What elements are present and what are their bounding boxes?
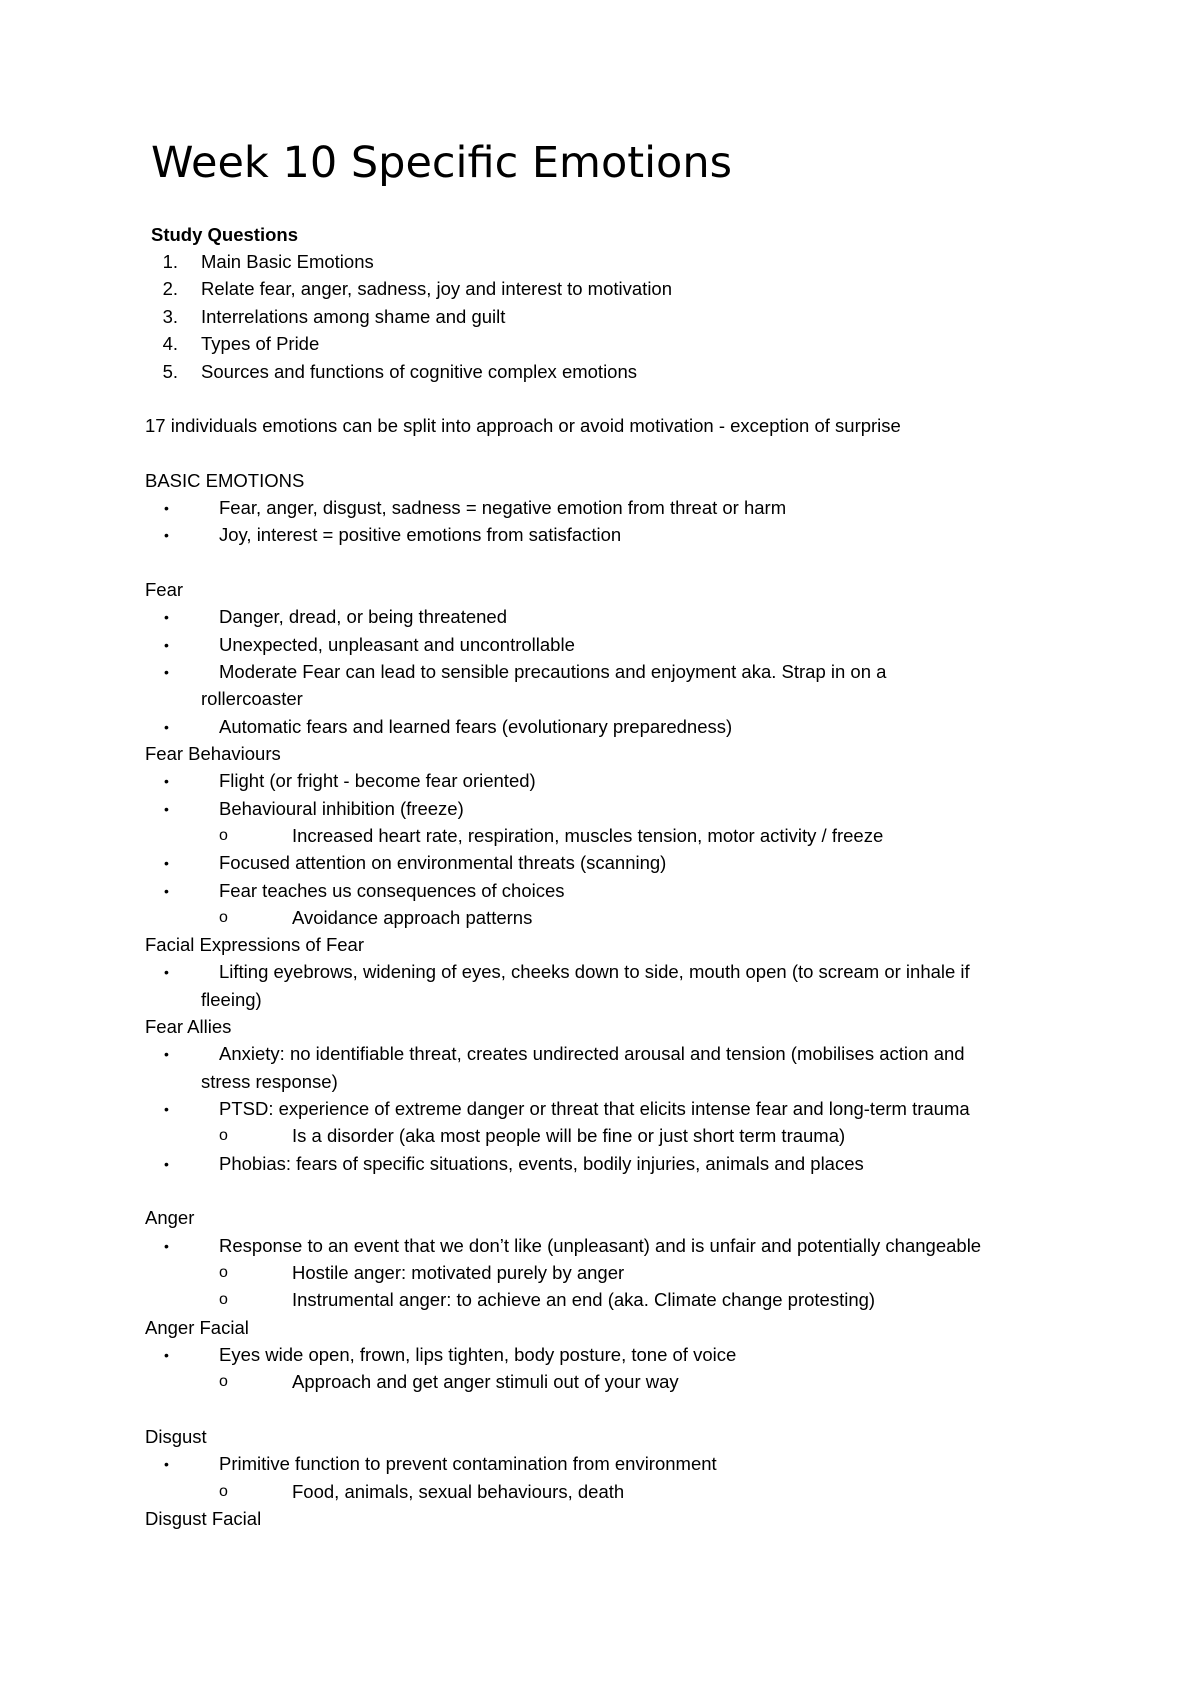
list-item: Fear, anger, disgust, sadness = negative emotion from threat or harm <box>219 497 787 518</box>
list-item: Moderate Fear can lead to sensible precautions and enjoyment aka. Strap in on a <box>219 661 887 682</box>
section-heading: Disgust Facial <box>145 1508 262 1529</box>
list-item: Phobias: fears of specific situations, events, bodily injuries, animals and places <box>219 1153 864 1174</box>
sub-bullet-icon: o <box>219 909 228 926</box>
bullet-icon: • <box>164 1046 169 1062</box>
list-item: Response to an event that we don’t like (unpleasant) and is unfair and potentially changeable <box>219 1235 982 1256</box>
bullet-icon: • <box>164 1101 169 1117</box>
bullet-icon: • <box>164 1238 169 1254</box>
sub-list-item: Food, animals, sexual behaviours, death <box>292 1481 625 1502</box>
sub-list-item: Is a disorder (aka most people will be fine or just short term trauma) <box>292 1125 846 1146</box>
list-number: 5. <box>162 361 178 382</box>
section-heading: Fear <box>145 579 184 600</box>
bullet-icon: • <box>164 1347 169 1363</box>
sub-list-item: Avoidance approach patterns <box>292 907 533 928</box>
bullet-icon: • <box>164 773 169 789</box>
list-item: Behavioural inhibition (freeze) <box>219 798 464 819</box>
list-number: 4. <box>162 333 178 354</box>
sub-list-item: Approach and get anger stimuli out of your way <box>292 1371 679 1392</box>
section-heading: Disgust <box>145 1426 207 1447</box>
sub-list-item: Increased heart rate, respiration, muscles tension, motor activity / freeze <box>292 825 884 846</box>
list-item: Danger, dread, or being threatened <box>219 606 507 627</box>
bullet-icon: • <box>164 855 169 871</box>
list-item: Interrelations among shame and guilt <box>201 306 506 327</box>
list-item: Fear teaches us consequences of choices <box>219 880 565 901</box>
bullet-icon: • <box>164 883 169 899</box>
sub-bullet-icon: o <box>219 827 228 844</box>
list-item: Anxiety: no identifiable threat, creates undirected arousal and tension (mobilises action and <box>219 1043 965 1064</box>
list-item: Types of Pride <box>201 333 320 354</box>
page-title: Week 10 Specific Emotions <box>151 138 733 188</box>
list-item-continuation: fleeing) <box>201 989 262 1010</box>
bullet-icon: • <box>164 719 169 735</box>
list-item: Sources and functions of cognitive complex emotions <box>201 361 638 382</box>
list-item: Unexpected, unpleasant and uncontrollable <box>219 634 575 655</box>
list-item-continuation: rollercoaster <box>201 688 303 709</box>
bullet-icon: • <box>164 664 169 680</box>
sub-bullet-icon: o <box>219 1373 228 1390</box>
list-item: Relate fear, anger, sadness, joy and interest to motivation <box>201 278 673 299</box>
list-item: Focused attention on environmental threats (scanning) <box>219 852 667 873</box>
list-item: Joy, interest = positive emotions from satisfaction <box>219 524 622 545</box>
bullet-icon: • <box>164 527 169 543</box>
list-item: Automatic fears and learned fears (evolutionary preparedness) <box>219 716 733 737</box>
sub-bullet-icon: o <box>219 1264 228 1281</box>
bullet-icon: • <box>164 609 169 625</box>
section-heading: Anger Facial <box>145 1317 249 1338</box>
bullet-icon: • <box>164 500 169 516</box>
sub-bullet-icon: o <box>219 1291 228 1308</box>
sub-list-item: Instrumental anger: to achieve an end (aka. Climate change protesting) <box>292 1289 876 1310</box>
bullet-icon: • <box>164 1456 169 1472</box>
list-number: 3. <box>162 306 178 327</box>
bullet-icon: • <box>164 1156 169 1172</box>
study-questions-heading: Study Questions <box>151 224 298 245</box>
list-item-continuation: stress response) <box>201 1071 338 1092</box>
list-number: 1. <box>162 251 178 272</box>
bullet-icon: • <box>164 637 169 653</box>
section-heading: Anger <box>145 1207 195 1228</box>
list-item: Lifting eyebrows, widening of eyes, cheeks down to side, mouth open (to scream or inhale if <box>219 961 970 982</box>
sub-list-item: Hostile anger: motivated purely by anger <box>292 1262 625 1283</box>
list-item: Flight (or fright - become fear oriented) <box>219 770 536 791</box>
list-item: PTSD: experience of extreme danger or threat that elicits intense fear and long-term trauma <box>219 1098 970 1119</box>
list-item: Main Basic Emotions <box>201 251 374 272</box>
list-item: Primitive function to prevent contamination from environment <box>219 1453 717 1474</box>
section-heading: Fear Allies <box>145 1016 232 1037</box>
bullet-icon: • <box>164 964 169 980</box>
section-heading: Facial Expressions of Fear <box>145 934 365 955</box>
sub-bullet-icon: o <box>219 1127 228 1144</box>
list-item: Eyes wide open, frown, lips tighten, body posture, tone of voice <box>219 1344 737 1365</box>
intro-paragraph: 17 individuals emotions can be split into approach or avoid motivation - exception of surprise <box>145 415 901 436</box>
sub-bullet-icon: o <box>219 1483 228 1500</box>
list-number: 2. <box>162 278 178 299</box>
section-heading: Fear Behaviours <box>145 743 281 764</box>
bullet-icon: • <box>164 801 169 817</box>
section-heading: BASIC EMOTIONS <box>145 470 305 491</box>
